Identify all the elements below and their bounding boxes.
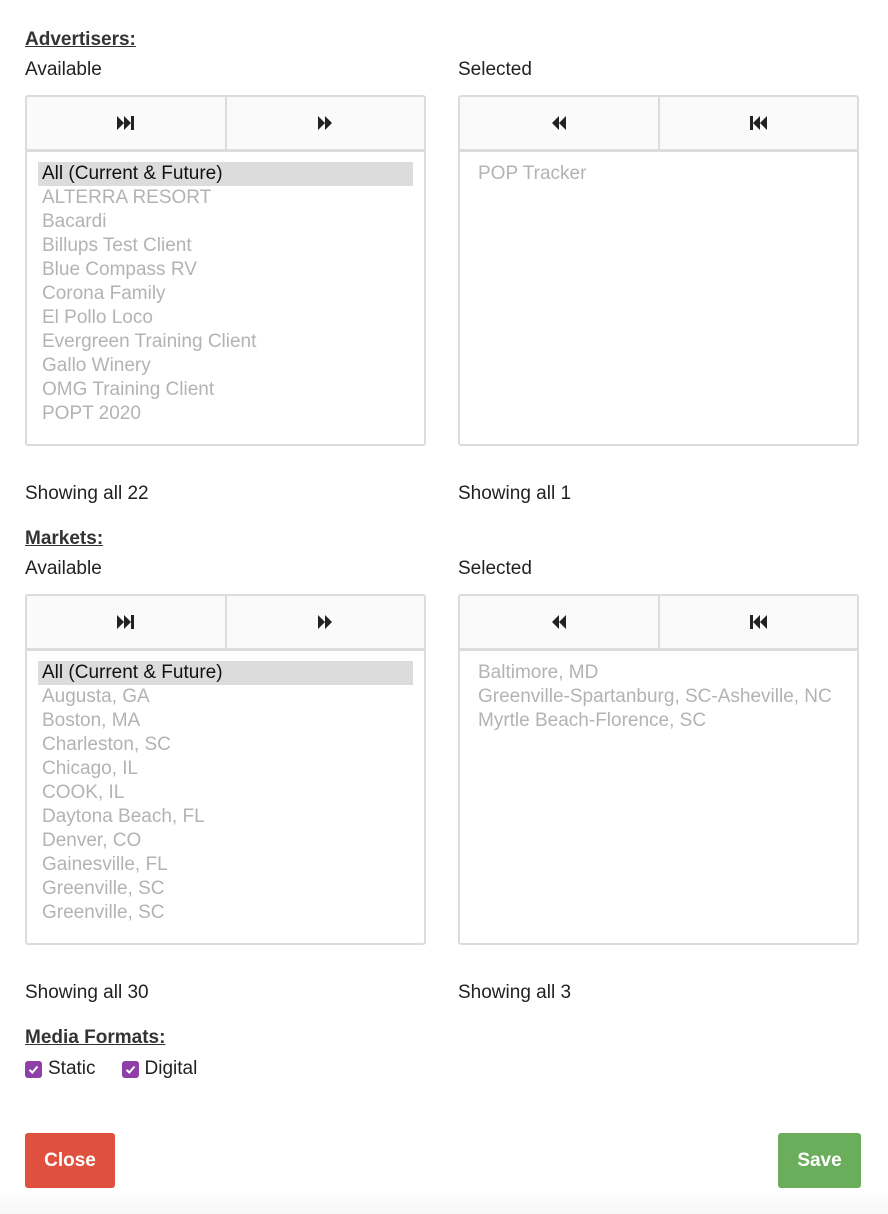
digital-checkbox[interactable]: [122, 1058, 198, 1080]
list-item[interactable]: ALTERRA RESORT: [42, 187, 212, 208]
advertisers-title: Advertisers:: [25, 29, 136, 50]
list-item[interactable]: Gainesville, FL: [42, 854, 168, 875]
advertisers-selected-list[interactable]: [458, 95, 859, 446]
advertisers-available-count: Showing all 22: [25, 483, 149, 504]
move-all-right-button[interactable]: [27, 596, 225, 648]
list-item[interactable]: Greenville, SC: [42, 878, 165, 899]
rewind-icon: [549, 115, 569, 131]
move-right-button[interactable]: [225, 596, 425, 648]
list-item[interactable]: El Pollo Loco: [42, 307, 153, 328]
skip-to-start-icon: [748, 115, 768, 131]
move-left-button[interactable]: [460, 596, 658, 648]
move-all-left-button[interactable]: [658, 596, 858, 648]
markets-title: Markets:: [25, 528, 104, 549]
skip-to-end-icon: [116, 115, 136, 131]
list-item[interactable]: Evergreen Training Client: [42, 331, 257, 352]
digital-label: Digital: [144, 1058, 198, 1079]
markets-selected-options: [460, 651, 857, 733]
markets-available-count: Showing all 30: [25, 982, 149, 1003]
list-item[interactable]: Greenville-Spartanburg, SC-Asheville, NC: [478, 686, 832, 707]
move-right-button[interactable]: [225, 97, 425, 149]
list-item[interactable]: Denver, CO: [42, 830, 142, 851]
list-item[interactable]: Corona Family: [42, 283, 166, 304]
markets-selected-count: Showing all 3: [458, 982, 572, 1003]
list-item[interactable]: Gallo Winery: [42, 355, 151, 376]
list-item[interactable]: Billups Test Client: [42, 235, 192, 256]
footer-shade: [0, 1190, 888, 1214]
markets-available-options: [27, 651, 424, 925]
move-left-button[interactable]: [460, 97, 658, 149]
static-label: Static: [48, 1058, 96, 1079]
list-item[interactable]: All (Current & Future): [38, 162, 413, 186]
list-item[interactable]: Myrtle Beach-Florence, SC: [478, 710, 707, 731]
static-checkbox[interactable]: [25, 1058, 96, 1080]
fast-forward-icon: [315, 614, 335, 630]
move-all-left-button[interactable]: [658, 97, 858, 149]
fast-forward-icon: [315, 115, 335, 131]
rewind-icon: [549, 614, 569, 630]
list-item[interactable]: Blue Compass RV: [42, 259, 197, 280]
skip-to-end-icon: [116, 614, 136, 630]
close-button[interactable]: Close: [25, 1133, 115, 1188]
list-item[interactable]: COOK, IL: [42, 782, 125, 803]
markets-selected-label: Selected: [458, 558, 532, 579]
checkbox-checked-icon: [25, 1061, 42, 1078]
list-item[interactable]: Boston, MA: [42, 710, 141, 731]
list-item[interactable]: Greenville, SC: [42, 902, 165, 923]
move-all-right-button[interactable]: [27, 97, 225, 149]
checkbox-checked-icon: [122, 1061, 139, 1078]
save-button[interactable]: Save: [778, 1133, 861, 1188]
advertisers-selected-options: [460, 152, 857, 186]
list-item[interactable]: Bacardi: [42, 211, 107, 232]
list-item[interactable]: POPT 2020: [42, 403, 141, 424]
markets-available-label: Available: [25, 558, 102, 579]
list-item[interactable]: OMG Training Client: [42, 379, 215, 400]
advertisers-available-options: [27, 152, 424, 426]
markets-available-list[interactable]: [25, 594, 426, 945]
list-item[interactable]: Charleston, SC: [42, 734, 171, 755]
list-item[interactable]: POP Tracker: [478, 163, 587, 184]
media-formats-title: Media Formats:: [25, 1027, 166, 1048]
skip-to-start-icon: [748, 614, 768, 630]
advertisers-available-list[interactable]: [25, 95, 426, 446]
list-item[interactable]: All (Current & Future): [38, 661, 413, 685]
list-item[interactable]: Augusta, GA: [42, 686, 150, 707]
advertisers-available-label: Available: [25, 59, 102, 80]
media-formats-options: [25, 1058, 223, 1080]
list-item[interactable]: Daytona Beach, FL: [42, 806, 205, 827]
list-item[interactable]: Baltimore, MD: [478, 662, 599, 683]
advertisers-selected-label: Selected: [458, 59, 532, 80]
list-item[interactable]: Chicago, IL: [42, 758, 139, 779]
advertisers-selected-count: Showing all 1: [458, 483, 572, 504]
markets-selected-list[interactable]: [458, 594, 859, 945]
